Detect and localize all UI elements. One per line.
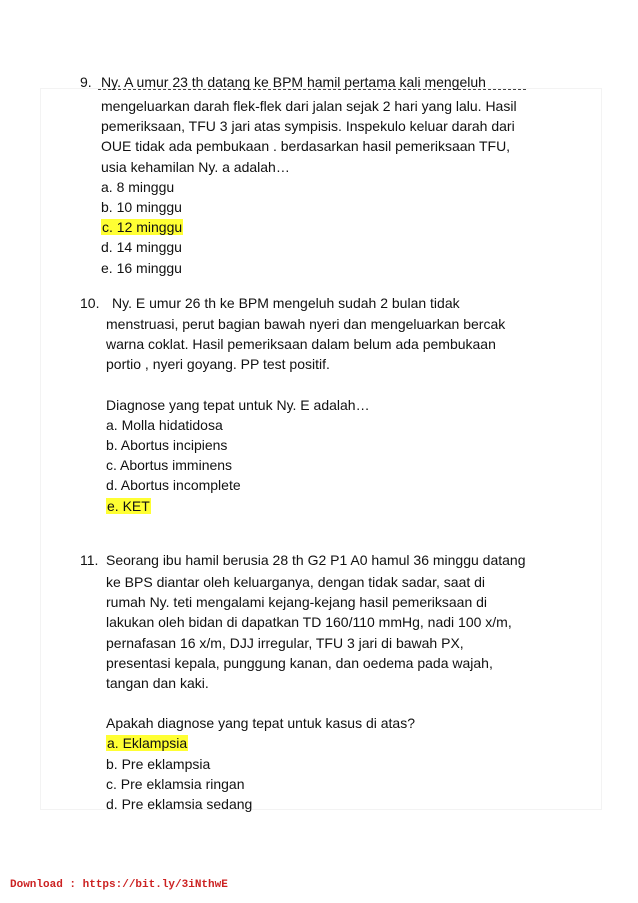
option-b <box>106 435 566 455</box>
question-10-prompt: Diagnose yang tepat untuk Ny. E adalah… <box>106 396 370 413</box>
option-b-text: b. Abortus incipiens <box>106 437 228 454</box>
option-e-text: e. 16 minggu <box>101 259 182 276</box>
question-11-line: pernafasan 16 x/m, DJJ irregular, TFU 3 jari di bawah PX, <box>106 634 464 651</box>
question-9-number: 9. <box>80 74 92 90</box>
spacer <box>106 693 566 713</box>
option-b-text: b. Pre eklampsia <box>106 755 211 772</box>
highlighted-answer: e. KET <box>107 497 150 514</box>
question-11-prompt: Apakah diagnose yang tepat untuk kasus di atas? <box>106 715 415 732</box>
option-d <box>106 475 566 495</box>
question-9-line: pemeriksaan, TFU 3 jari atas sympisis. Inspekulo keluar darah dari <box>101 118 515 135</box>
option-b-text: b. 10 minggu <box>101 199 182 216</box>
question-11-line: ke BPS diantar oleh keluarganya, dengan tidak sadar, saat di <box>106 574 486 590</box>
question-9-first-line: Ny. A umur 23 th datang ke BPM hamil pertama kali mengeluh <box>101 74 486 90</box>
option-d-text: d. Pre eklamsia sedang <box>106 796 253 813</box>
option-a-text: a. Molla hidatidosa <box>106 416 223 433</box>
question-10-line: menstruasi, perut bagian bawah nyeri dan mengeluarkan bercak <box>106 316 506 332</box>
download-link[interactable]: Download : https://bit.ly/3iNthwE <box>10 879 228 891</box>
question-11-body <box>106 572 566 814</box>
question-9-line: mengeluarkan darah flek-flek dari jalan sejak 2 hari yang lalu. Hasil <box>101 98 517 114</box>
question-10-number: 10. <box>80 295 100 311</box>
question-9-body <box>101 96 561 278</box>
option-e <box>101 258 561 278</box>
option-d-text: d. Abortus incomplete <box>106 477 241 494</box>
question-11-line: tangan dan kaki. <box>106 675 209 692</box>
question-10-body <box>106 314 566 516</box>
option-c-answer <box>101 217 561 237</box>
option-b <box>101 197 561 217</box>
option-d <box>106 794 566 814</box>
question-11-line: rumah Ny. teti mengalami kejang-kejang hasil pemeriksaan di <box>106 594 488 611</box>
question-11-line: lakukan oleh bidan di dapatkan TD 160/110 mmHg, nadi 100 x/m, <box>106 614 512 631</box>
option-a-answer <box>106 733 566 753</box>
option-c-text: c. Abortus imminens <box>106 457 233 474</box>
question-11-first-line: Seorang ibu hamil berusia 28 th G2 P1 A0 hamul 36 minggu datang <box>106 552 526 568</box>
question-10-line: portio , nyeri goyang. PP test positif. <box>106 356 330 373</box>
option-c <box>106 774 566 794</box>
question-9-line: usia kehamilan Ny. a adalah… <box>101 158 290 175</box>
spacer <box>106 375 566 395</box>
question-11-line: presentasi kepala, punggung kanan, dan oedema pada wajah, <box>106 654 493 671</box>
option-a-text: a. 8 minggu <box>101 178 175 195</box>
option-b <box>106 754 566 774</box>
question-10-line: warna coklat. Hasil pemeriksaan dalam belum ada pembukaan <box>106 336 496 353</box>
option-c-text: c. Pre eklamsia ringan <box>106 775 245 792</box>
question-11-number: 11. <box>80 552 99 568</box>
option-e-answer <box>106 496 566 516</box>
highlighted-answer: c. 12 minggu <box>102 219 183 236</box>
option-a <box>106 415 566 435</box>
question-9-line: OUE tidak ada pembukaan . berdasarkan hasil pemeriksaan TFU, <box>101 138 511 155</box>
highlighted-answer: a. Eklampsia <box>107 735 188 752</box>
option-a <box>101 177 561 197</box>
option-c <box>106 455 566 475</box>
option-d-text: d. 14 minggu <box>101 239 182 256</box>
option-d <box>101 237 561 257</box>
question-10-first-line: Ny. E umur 26 th ke BPM mengeluh sudah 2 bulan tidak <box>112 295 460 311</box>
